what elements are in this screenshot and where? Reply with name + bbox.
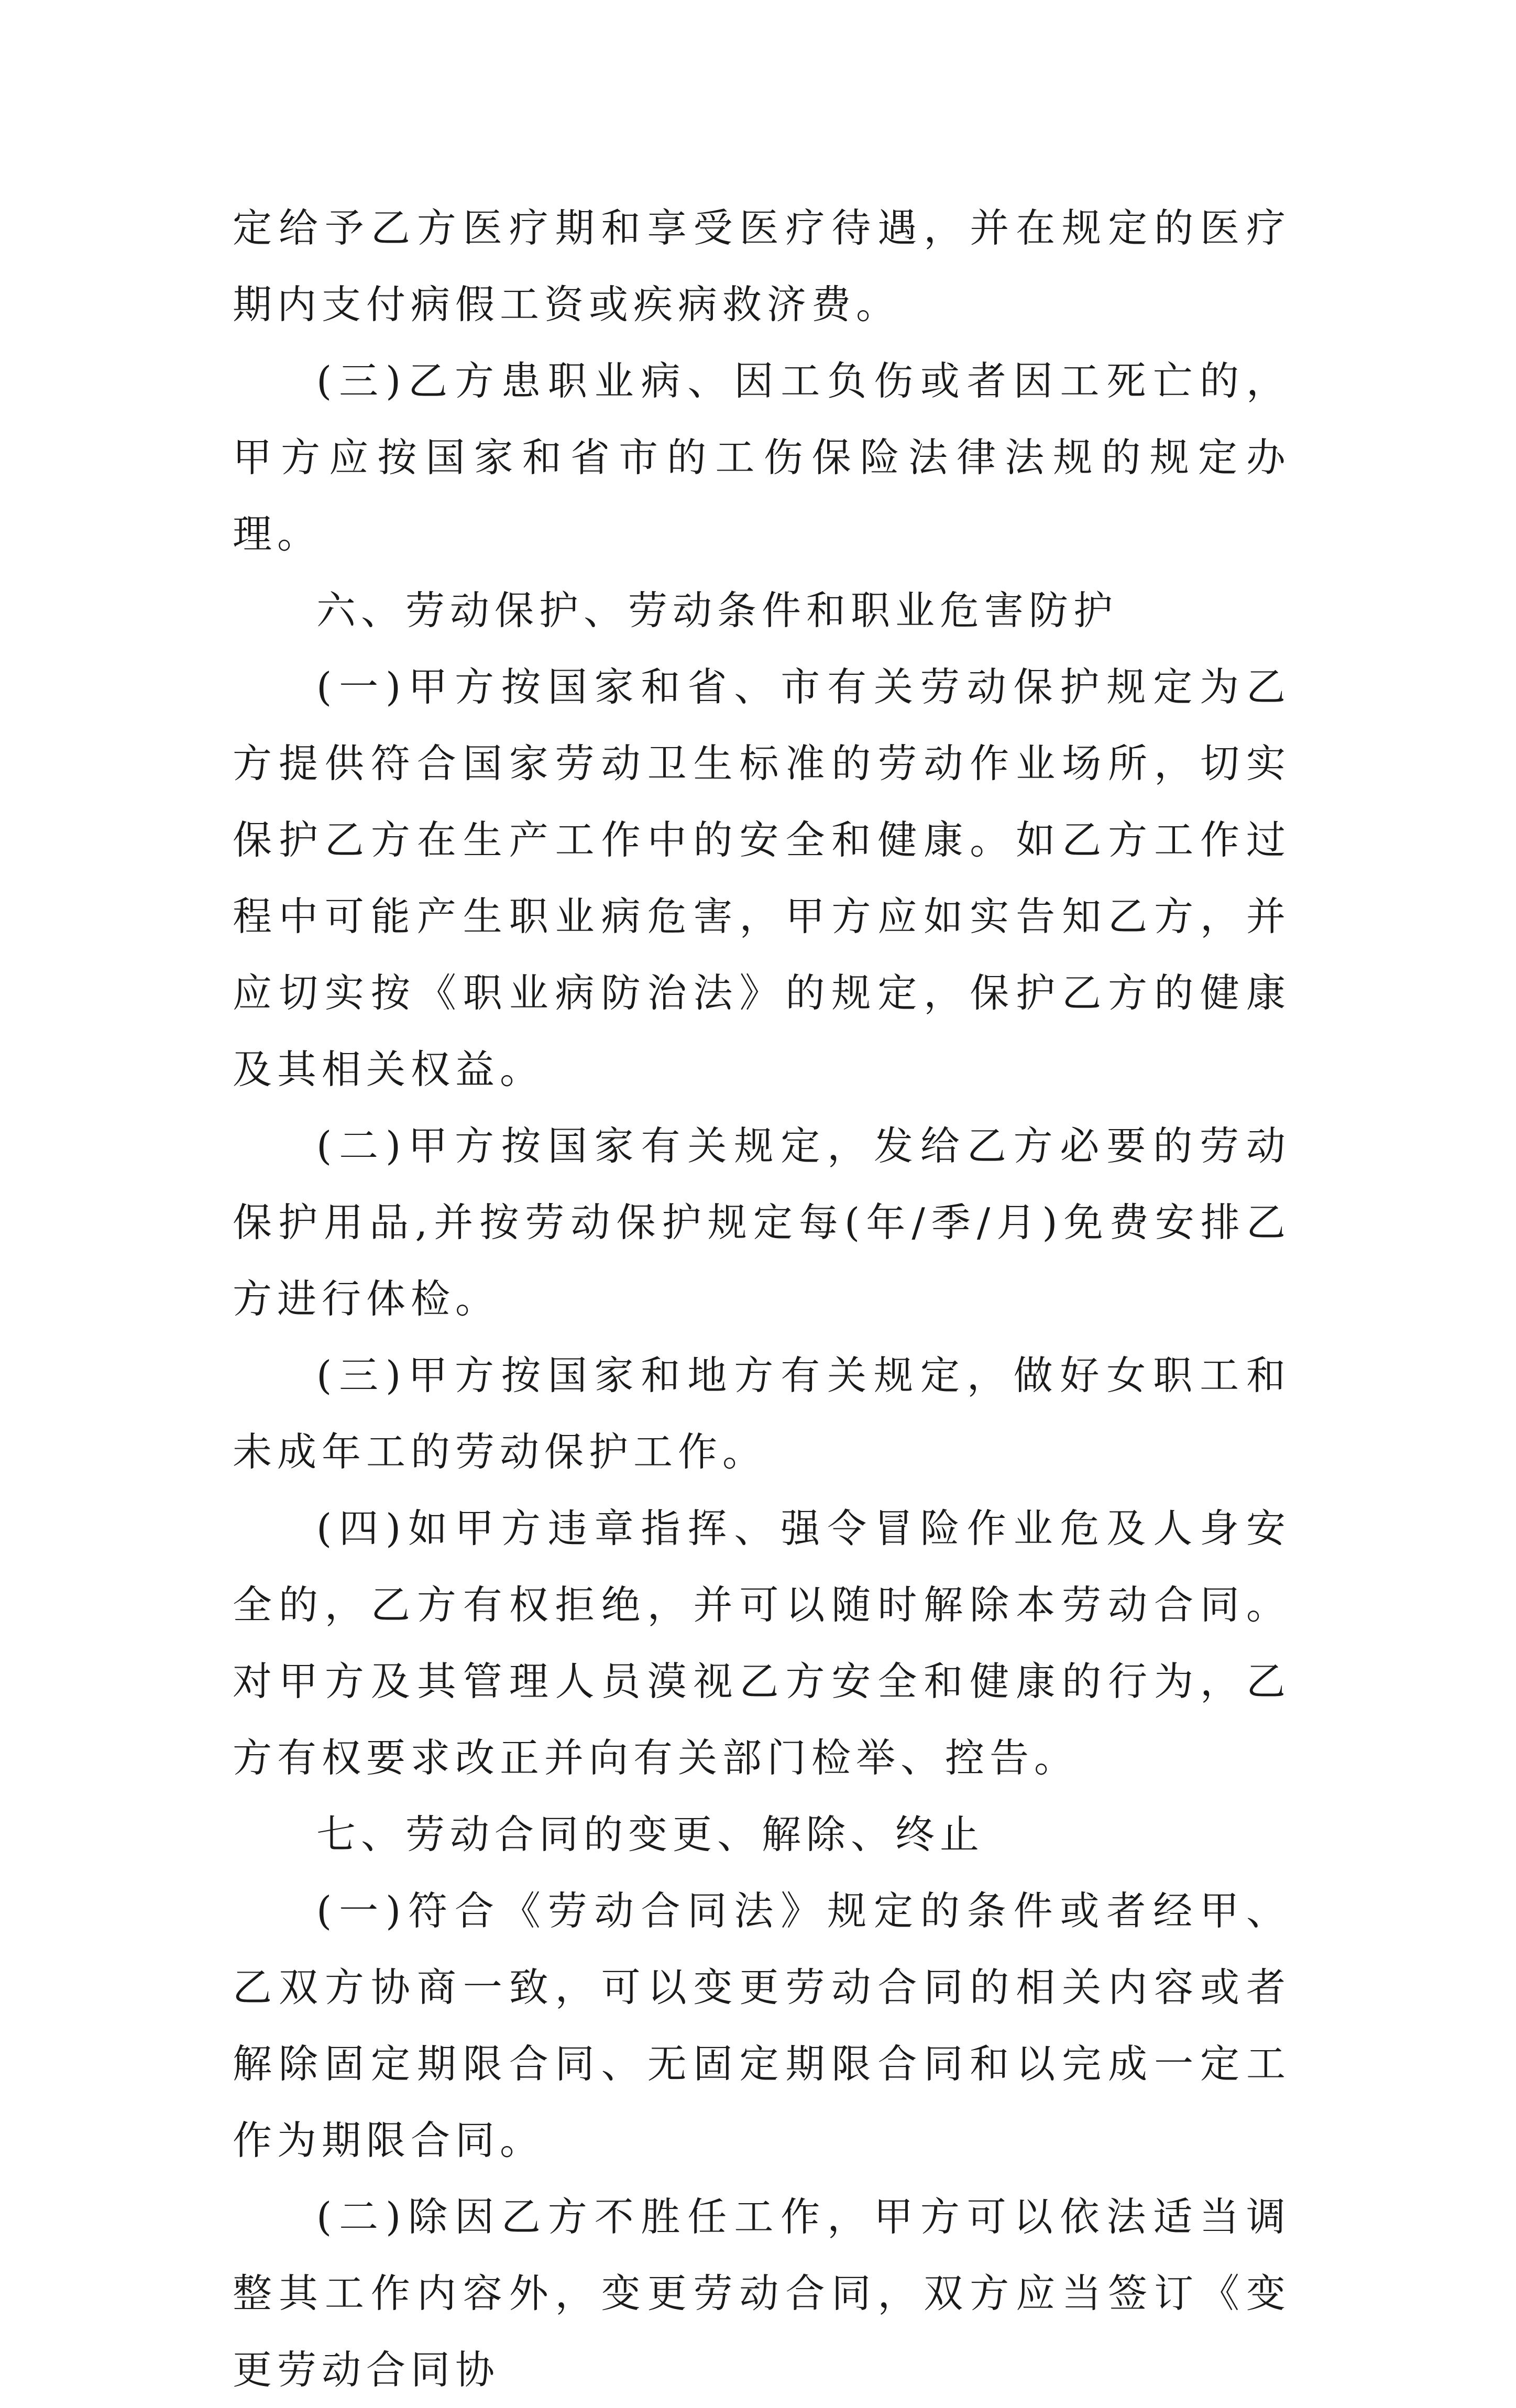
document-body bbox=[233, 190, 1291, 2408]
paragraph-9: (一)符合《劳动合同法》规定的条件或者经甲、乙双方协商一致，可以变更劳动合同的相关内容或者解除固定期限合同、无固定期限合同和以完成一定工作为期限合同。 bbox=[233, 1888, 1291, 2163]
paragraph-1: 定给予乙方医疗期和享受医疗待遇，并在规定的医疗期内支付病假工资或疾病救济费。 bbox=[233, 205, 1291, 327]
paragraph-10: (二)除因乙方不胜任工作，甲方可以依法适当调整其工作内容外，变更劳动合同，双方应当签订《变更劳动合同协 bbox=[233, 2194, 1291, 2393]
section-heading-6: 六、劳动保护、劳动条件和职业危害防护 bbox=[316, 587, 1118, 633]
paragraph-4: (一)甲方按国家和省、市有关劳动保护规定为乙方提供符合国家劳动卫生标准的劳动作业场所，切实保护乙方在生产工作中的安全和健康。如乙方工作过程中可能产生职业病危害，甲方应如实告知乙方，并应切实按《职业病防治法》的规定，保护乙方的健康及其相关权益。 bbox=[233, 664, 1291, 1092]
section-heading-7: 七、劳动合同的变更、解除、终止 bbox=[316, 1811, 985, 1857]
paragraph-5: (二)甲方按国家有关规定，发给乙方必要的劳动保护用品,并按劳动保护规定每(年/季/月)免费安排乙方进行体检。 bbox=[233, 1123, 1291, 1322]
paragraph-6: (三)甲方按国家和地方有关规定，做好女职工和未成年工的劳动保护工作。 bbox=[233, 1352, 1291, 1475]
paragraph-2: (三)乙方患职业病、因工负伤或者因工死亡的，甲方应按国家和省市的工伤保险法律法规的规定办理。 bbox=[233, 358, 1291, 557]
paragraph-7: (四)如甲方违章指挥、强令冒险作业危及人身安全的，乙方有权拒绝，并可以随时解除本劳动合同。对甲方及其管理人员漠视乙方安全和健康的行为，乙方有权要求改正并向有关部门检举、控告。 bbox=[233, 1505, 1291, 1781]
